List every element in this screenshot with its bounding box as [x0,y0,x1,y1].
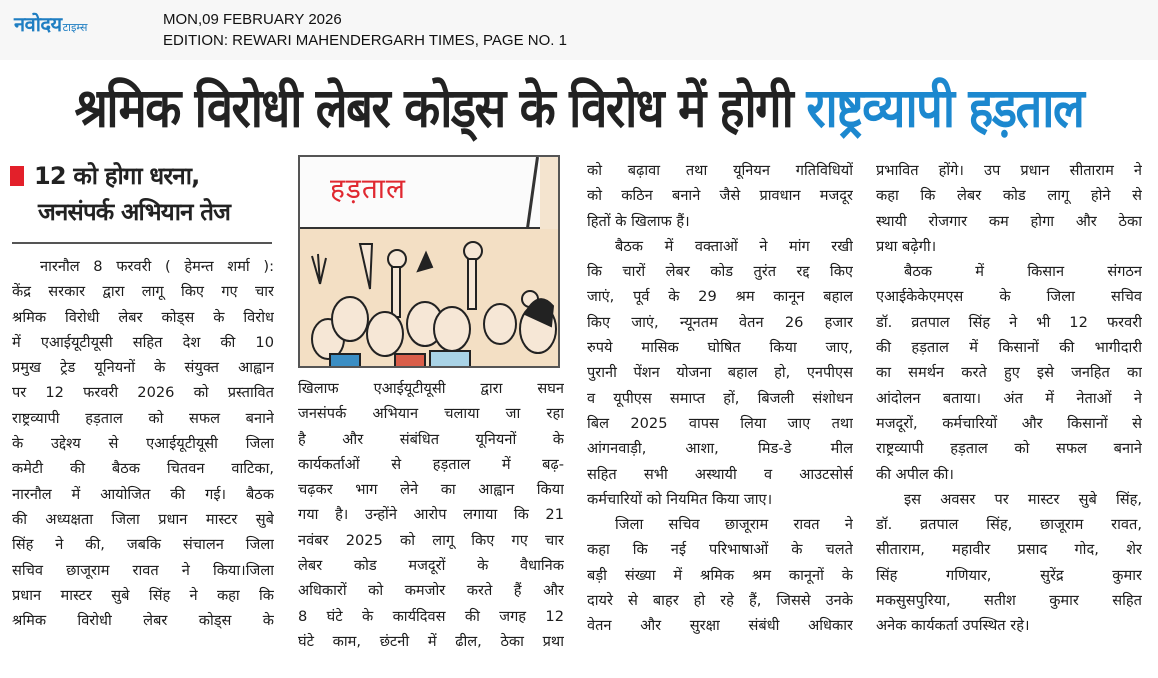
article-line: के उद्देश्य से एआईयूटीयूसी जिला [12,435,274,453]
subheadline [10,158,272,230]
strike-banner [300,157,540,229]
article-line: में एआईयूटीयूसी सहित देश की 10 [12,333,274,351]
article-line: बड़ी संख्या में श्रमिक श्रम कानूनों के [587,566,853,584]
strike-illustration [298,155,560,368]
subhead-line-2: जनसंपर्क अभियान तेज [38,198,231,226]
article-line: सहित सभी अस्थायी व आउटसोर्स [587,465,853,483]
article-line: सिंह गणियार, सुरेंद्र कुमार [876,566,1142,584]
article-column-3 [587,158,853,639]
article-line: जाएं, पूर्व के 29 श्रम कानून बहाल [587,288,853,306]
article-line: खिलाफ एआईयूटीयूसी द्वारा सघन [298,380,564,397]
red-square-bullet-icon [10,166,24,186]
article-line: कहा कि लेबर कोड लागू होने से [876,187,1142,205]
article-line: घंटे काम, छंटनी में ढील, ठेका प्रथा [298,632,564,650]
article-line: का समर्थन करते हुए इसे जनहित का [876,364,1142,382]
subhead-line-1 [10,158,272,194]
article-line: डॉ. व्रतपाल सिंह, छाजूराम रावत, [876,516,1142,534]
dateline [163,9,567,51]
article-column-4 [876,158,1142,639]
article-line: प्रथा बढ़ेगी। [876,237,937,255]
article-line: श्रमिक विरोधी लेबर कोड्स के विरोध [12,308,274,326]
article-line: वेतन और सुरक्षा संबंधी अधिकार [587,617,853,635]
article-line: मजदूरों, कर्मचारियों और किसानों से [876,414,1142,432]
article-line: जिला सचिव छाजूराम रावत ने [615,516,853,534]
edition-info: EDITION: REWARI MAHENDERGARH TIMES, PAGE NO. 1 [163,32,567,49]
article-line: इस अवसर पर मास्टर सुबे सिंह, [904,490,1142,508]
headline-blue-part: राष्ट्रव्यापी हड़ताल [806,77,1084,141]
article-line: नारनौल में आयोजित की गई। बैठक [12,485,274,503]
logo-sub-text: टाइम्स [62,21,88,34]
page-headline [0,62,1158,150]
article-line: नवंबर 2025 को लागू किए गए चार [298,531,564,549]
article-line: है और संबंधित यूनियनों के [298,430,564,448]
divider-rule [12,242,272,244]
article-line: 8 घंटे के कार्यदिवस की जगह 12 [298,607,564,625]
article-line: पुरानी पेंशन योजना बहाल हो, एनपीएस [587,364,853,382]
article-line: राष्ट्रव्यापी हड़ताल को सफल बनाने [876,440,1142,458]
article-line: बैठक में किसान संगठन [904,263,1142,281]
article-line: कहा कि नई परिभाषाओं के चलते [587,541,853,559]
article-line: कि चारों लेबर कोड तुरंत रद्द किए [587,263,853,281]
article-line: किए जाएं, न्यूनतम वेतन 26 हजार [587,313,853,331]
article-line: कमेटी की बैठक चितवन वाटिका, [12,460,274,478]
article-line: चढ़कर भाग लेने का आह्वान किया [298,481,564,499]
article-line: श्रमिक विरोधी लेबर कोड्स के [12,612,274,630]
article-line: को कठिन बनाने जैसे प्रावधान मजदूर [587,187,853,205]
article-line: अधिकारों को कमजोर करते हैं और [298,582,564,600]
article-line: राष्ट्रव्यापी हड़ताल को सफल बनाने [12,409,274,427]
article-line: सीताराम, महावीर प्रसाद गोद, शेर [876,541,1142,559]
article-line: मकसुसपुरिया, सतीश कुमार सहित [876,592,1142,610]
article-line: प्रधान मास्टर सुबे सिंह ने कहा कि [12,586,274,604]
article-line: डॉ. व्रतपाल सिंह ने भी 12 फरवरी [876,313,1142,331]
article-line: लेबर कोड मजदूरों के वैधानिक [298,557,564,575]
article-line: की हड़ताल में किसानों की भागीदारी [876,339,1142,357]
article-line: रुपये मासिक घोषित किया जाए, [587,339,853,357]
article-line: दायरे से बाहर हो रहे हैं, जिससे उनके [587,592,853,610]
article-line: आंगनवाड़ी, आशा, मिड-डे मील [587,440,853,458]
subhead-line-1-text: 12 को होगा धरना, [34,162,200,190]
article-line: प्रमुख ट्रेड यूनियनों के संयुक्त आह्वान [12,359,274,377]
article-line: हितों के खिलाफ हैं। [587,212,690,230]
logo-main-text: नवोदय [14,12,62,36]
masthead [0,0,1158,60]
article-column-1 [12,254,274,633]
article-line: बिल 2025 वापस लिया जाए तथा [587,414,853,432]
article-line: अनेक कार्यकर्ता उपस्थित रहे। [876,617,1030,635]
article-line: स्थायी रोजगार कम होगा और ठेका [876,212,1142,230]
article-line: आंदोलन बताया। अंत में नेताओं ने [876,389,1142,407]
article-line: एआईकेकेएमएस के जिला सचिव [876,288,1142,306]
article-line: को बढ़ावा तथा यूनियन गतिविधियों [587,162,853,179]
article-line: नारनौल 8 फरवरी ( हेमन्त शर्मा ): [40,258,274,275]
article-line: व यूपीएस समाप्त हों, बिजली संशोधन [587,389,853,407]
article-column-2 [298,376,564,654]
newspaper-logo [14,10,87,34]
article-line: की अध्यक्षता जिला प्रधान मास्टर सुबे [12,510,274,528]
article-line: कर्मचारियों को नियमित किया जाए। [587,490,773,508]
article-line: बैठक में वक्ताओं ने मांग रखी [615,237,853,255]
issue-date: MON,09 FEBRUARY 2026 [163,11,342,28]
banner-text: हड़ताल [330,172,407,205]
article-line: प्रभावित होंगे। उप प्रधान सीताराम ने [876,162,1142,179]
article-line: पर 12 फरवरी 2026 को प्रस्तावित [12,384,274,402]
article-line: सचिव छाजूराम रावत ने किया।जिला [12,561,274,579]
article-line: गया है। उन्होंने आरोप लगाया कि 21 [298,506,564,524]
protesters-illustration-icon [300,229,560,368]
headline-black-part: श्रमिक विरोधी लेबर कोड्स के विरोध में होगी [74,77,793,141]
article-line: की अपील की। [876,465,954,483]
article-line: कार्यकर्ताओं से हड़ताल में बढ़- [298,455,564,473]
article-line: सिंह ने की, जबकि संचालन जिला [12,536,274,554]
article-line: जनसंपर्क अभियान चलाया जा रहा [298,405,564,423]
article-line: केंद्र सरकार द्वारा लागू किए गए चार [12,283,274,301]
